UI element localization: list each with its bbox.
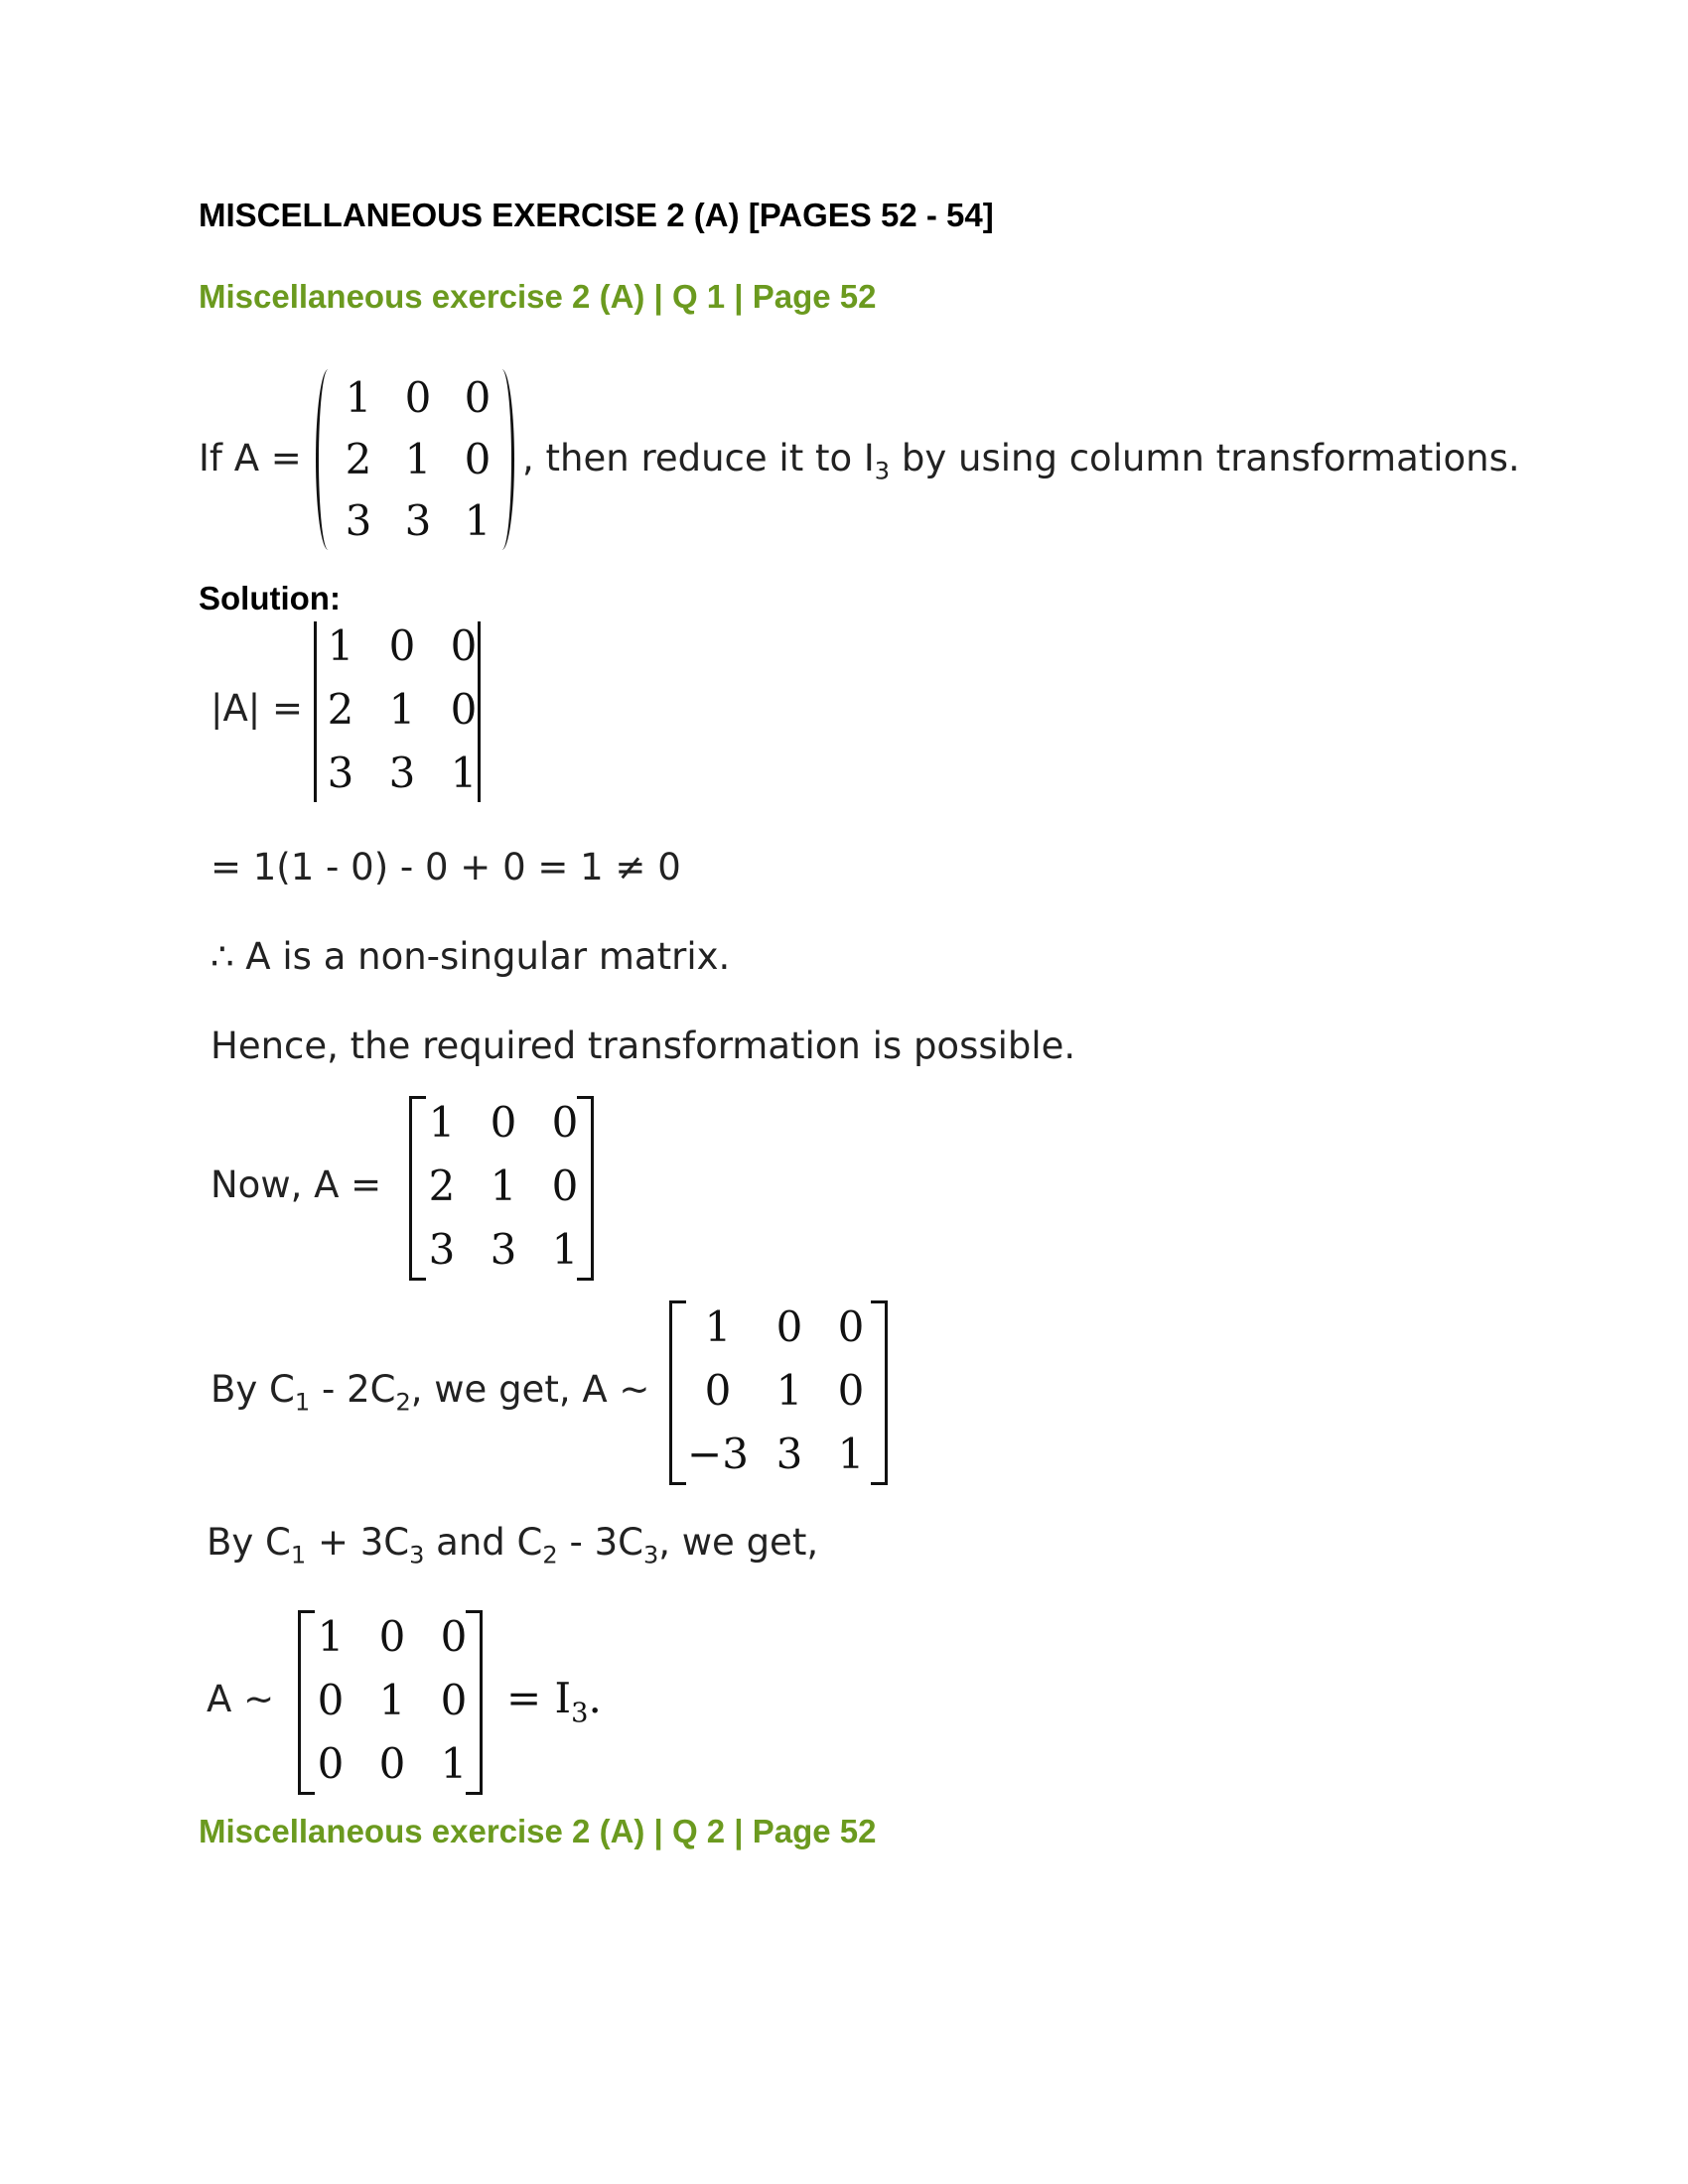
matrix-cell: 0 (378, 1612, 406, 1661)
matrix-cell: 0 (404, 373, 432, 422)
question-matrix (316, 369, 514, 550)
matrix-cell: 1 (490, 1161, 517, 1210)
matrix-cell: 3 (404, 496, 432, 545)
matrix-cell: 1 (378, 1676, 406, 1724)
step-1-matrix (669, 1300, 888, 1485)
matrix-cell: 1 (551, 1225, 579, 1274)
matrix-cell: 0 (440, 1676, 468, 1724)
matrix-cell: 1 (440, 1739, 468, 1788)
matrix-cell: 1 (345, 373, 372, 422)
result-equals-identity: = $I_3$. (506, 1674, 602, 1729)
matrix-cell: 3 (428, 1225, 456, 1274)
matrix-cell: 1 (317, 1612, 345, 1661)
matrix-cell: 0 (317, 1739, 345, 1788)
matrix-cell: 0 (775, 1302, 803, 1351)
matrix-cell: 1 (388, 685, 416, 734)
matrix-cell: 0 (450, 685, 478, 734)
matrix-cell: 1 (704, 1302, 732, 1351)
question-2-header[interactable]: Miscellaneous exercise 2 (A) | Q 2 | Page 52 (199, 1813, 877, 1849)
matrix-cell: 3 (388, 749, 416, 797)
matrix-cell: 0 (464, 373, 492, 422)
matrix-cell: 1 (428, 1098, 456, 1147)
matrix-cell: 0 (551, 1098, 579, 1147)
determinant-value: = 1(1 - 0) - 0 + 0 = 1 ≠ 0 (211, 846, 681, 888)
matrix-cell: 0 (378, 1739, 406, 1788)
question-prefix: If A = (199, 437, 302, 479)
matrix-cell: −3 (687, 1430, 749, 1478)
step-2-text: By $C_1 + 3C_3$ and $C_2 - 3C_3$, we get, (207, 1521, 819, 1570)
result-matrix (298, 1610, 483, 1795)
matrix-cell: 2 (428, 1161, 456, 1210)
matrix-cell: 0 (317, 1676, 345, 1724)
matrix-cell: 3 (345, 496, 372, 545)
matrix-cell: 0 (490, 1098, 517, 1147)
matrix-cell: 1 (404, 435, 432, 483)
matrix-cell: 1 (450, 749, 478, 797)
matrix-cell: 3 (775, 1430, 803, 1478)
result-prefix: A ~ (207, 1678, 275, 1720)
now-prefix: Now, A = (211, 1163, 382, 1206)
matrix-cell: 0 (440, 1612, 468, 1661)
matrix-cell: 0 (464, 435, 492, 483)
question-text: , then reduce it to $I_3$ by using column transformations. (522, 437, 1520, 485)
question-1-header[interactable]: Miscellaneous exercise 2 (A) | Q 1 | Page 52 (199, 278, 877, 315)
possible-statement: Hence, the required transformation is possible. (211, 1024, 1076, 1067)
matrix-cell: 3 (490, 1225, 517, 1274)
matrix-cell: 3 (327, 749, 354, 797)
determinant-matrix (314, 621, 481, 802)
matrix-cell: 0 (388, 621, 416, 670)
matrix-cell: 0 (551, 1161, 579, 1210)
now-matrix (409, 1096, 594, 1281)
matrix-cell: 1 (775, 1366, 803, 1415)
nonsingular-statement: ∴ A is a non-singular matrix. (211, 935, 731, 978)
page-heading: MISCELLANEOUS EXERCISE 2 (A) [PAGES 52 - 54] (199, 197, 994, 233)
matrix-cell: 1 (464, 496, 492, 545)
step-1-text: By $C_1 - 2C_2$, we get, A ~ (211, 1368, 650, 1417)
matrix-cell: 1 (837, 1430, 865, 1478)
matrix-cell: 0 (704, 1366, 732, 1415)
solution-label: Solution: (199, 580, 341, 616)
matrix-cell: 0 (450, 621, 478, 670)
matrix-cell: 0 (837, 1366, 865, 1415)
determinant-prefix: |A| = (211, 687, 304, 730)
matrix-cell: 1 (327, 621, 354, 670)
matrix-cell: 0 (837, 1302, 865, 1351)
matrix-cell: 2 (345, 435, 372, 483)
matrix-cell: 2 (327, 685, 354, 734)
